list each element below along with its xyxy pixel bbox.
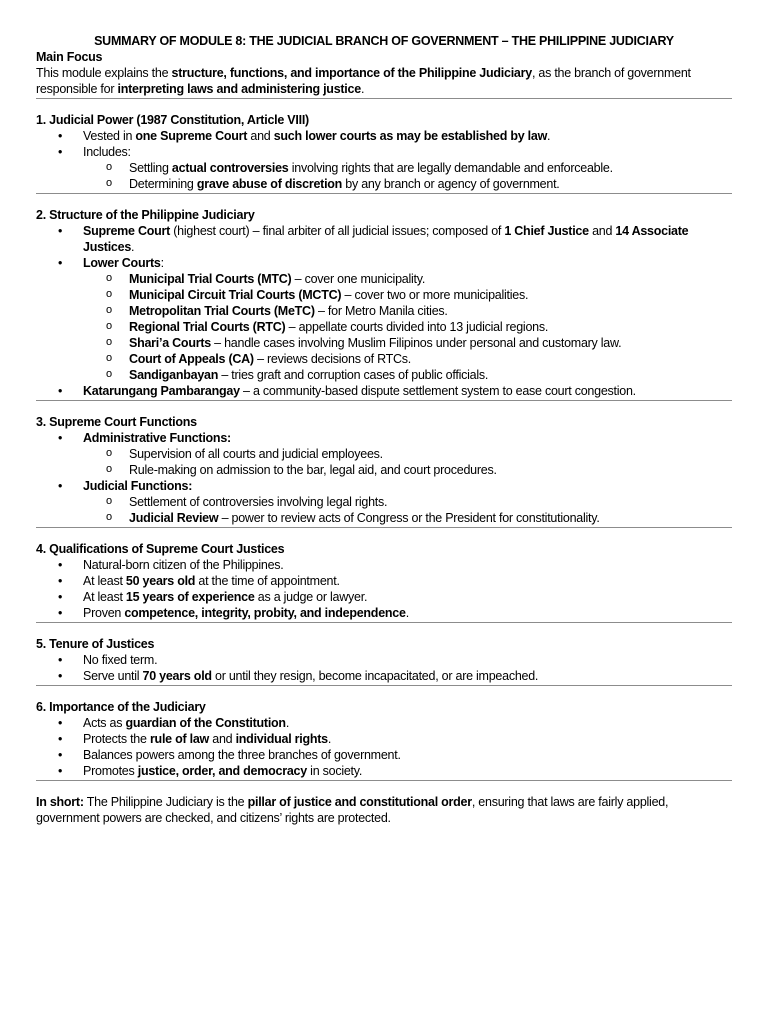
- section-divider: [36, 527, 732, 528]
- bullet-item: [36, 223, 732, 255]
- sub-bullet-list: [36, 271, 732, 383]
- bullet-list: [36, 715, 732, 779]
- bullet-item: [36, 715, 732, 731]
- sub-bullet-item: [36, 271, 732, 287]
- section-divider: [36, 622, 732, 623]
- bullet-list: [36, 652, 732, 684]
- text-run: and: [588, 224, 616, 238]
- text-run: – cover two or more municipalities.: [341, 288, 529, 302]
- text-run: At least: [83, 574, 126, 588]
- sub-bullet-item: [36, 287, 732, 303]
- bold-text: Administrative Functions:: [83, 431, 231, 445]
- text-run: – a community-based dispute settlement system to ease court congestion.: [239, 384, 636, 398]
- text-run: Proven: [83, 606, 125, 620]
- text-run: Serve until: [83, 669, 143, 683]
- text-run: Balances powers among the three branches of government.: [83, 748, 401, 762]
- sub-bullet-item: [36, 160, 732, 176]
- sections-container: [36, 112, 732, 781]
- bold-text: Court of Appeals (CA): [129, 352, 254, 366]
- sub-bullet-item: [36, 494, 732, 510]
- bullet-text: [83, 430, 732, 446]
- section-heading: 6. Importance of the Judiciary: [36, 700, 206, 714]
- text-run: or until they resign, become incapacitated, or are impeached.: [211, 669, 539, 683]
- sub-bullet-item: [36, 367, 732, 383]
- bold-text: Metropolitan Trial Courts (MeTC): [129, 304, 315, 318]
- text-run: , ensuring that laws are fairly applied, government powers are checked, and citizens’ rights are protected.: [36, 795, 669, 825]
- bullet-item: [36, 478, 732, 526]
- bold-text: individual rights: [235, 732, 328, 746]
- bold-text: Municipal Trial Courts (MTC): [129, 272, 292, 286]
- bullet-text: [83, 223, 732, 255]
- section-divider: [36, 400, 732, 401]
- bullet-text: [83, 747, 732, 763]
- bullet-text: [83, 763, 732, 779]
- bold-text: justice, order, and democracy: [137, 764, 307, 778]
- section-divider: [36, 193, 732, 194]
- text-run: by any branch or agency of government.: [342, 177, 560, 191]
- text-run: and: [247, 129, 274, 143]
- bullet-text: [83, 589, 732, 605]
- text-run: Settlement of controversies involving legal rights.: [129, 495, 388, 509]
- text-run: and: [209, 732, 236, 746]
- sub-bullet-item: [36, 176, 732, 192]
- conclusion-paragraph: [36, 794, 732, 826]
- bullet-item: [36, 255, 732, 383]
- bold-text: Municipal Circuit Trial Courts (MCTC): [129, 288, 342, 302]
- text-run: Includes:: [83, 145, 131, 159]
- bullet-item: [36, 652, 732, 668]
- bullet-text: [83, 668, 732, 684]
- section-heading: 4. Qualifications of Supreme Court Justices: [36, 542, 285, 556]
- text-run: as a judge or lawyer.: [254, 590, 368, 604]
- bold-text: 15 years of experience: [125, 590, 255, 604]
- bullet-text: [83, 605, 732, 621]
- bold-text: Shari’a Courts: [129, 336, 211, 350]
- sub-bullet-list: [36, 160, 732, 192]
- bullet-text: [83, 557, 732, 573]
- text-run: This module explains the: [36, 66, 172, 80]
- text-run: The Philippine Judiciary is the: [83, 795, 248, 809]
- text-run: Acts as: [83, 716, 126, 730]
- text-run: .: [131, 240, 135, 254]
- bullet-list: [36, 430, 732, 526]
- text-run: – handle cases involving Muslim Filipinos under personal and customary law.: [210, 336, 622, 350]
- text-run: – power to review acts of Congress or the President for constitutionality.: [218, 511, 600, 525]
- text-run: , as the branch of government responsible for: [36, 66, 691, 96]
- bold-text: 50 years old: [125, 574, 196, 588]
- text-run: No fixed term.: [83, 653, 158, 667]
- bullet-item: [36, 128, 732, 144]
- text-run: Protects the: [83, 732, 150, 746]
- text-run: .: [547, 129, 551, 143]
- section-heading: 2. Structure of the Philippine Judiciary: [36, 208, 255, 222]
- bold-text: rule of law: [149, 732, 210, 746]
- sub-bullet-item: [36, 303, 732, 319]
- bullet-text: [83, 478, 732, 494]
- document-content: [36, 33, 732, 826]
- sub-bullet-list: [36, 494, 732, 526]
- text-run: Determining: [129, 177, 197, 191]
- sub-bullet-item: [36, 510, 732, 526]
- bullet-item: [36, 731, 732, 747]
- bullet-text: [83, 715, 732, 731]
- text-run: Natural-born citizen of the Philippines.: [83, 558, 284, 572]
- text-run: Promotes: [83, 764, 138, 778]
- sub-bullet-item: [36, 446, 732, 462]
- bullet-text: [83, 652, 732, 668]
- sub-bullet-item: [36, 351, 732, 367]
- sub-bullet-item: [36, 319, 732, 335]
- bullet-text: [83, 573, 732, 589]
- text-run: Vested in: [83, 129, 136, 143]
- text-run: .: [405, 606, 409, 620]
- section-divider: [36, 685, 732, 686]
- bullet-item: [36, 144, 732, 192]
- bullet-text: [83, 731, 732, 747]
- bold-text: Lower Courts: [83, 256, 161, 270]
- bold-text: 14 Associate Justices: [83, 224, 689, 254]
- bold-text: Judicial Review: [129, 511, 219, 525]
- section-divider: [36, 780, 732, 781]
- bold-text: Katarungang Pambarangay: [83, 384, 240, 398]
- text-run: Supervision of all courts and judicial employees.: [129, 447, 383, 461]
- text-run: – appellate courts divided into 13 judicial regions.: [285, 320, 549, 334]
- bullet-list: [36, 128, 732, 192]
- bold-text: structure, functions, and importance of the Philippine Judiciary: [171, 66, 532, 80]
- bold-text: such lower courts as may be established by law: [273, 129, 548, 143]
- bold-text: interpreting laws and administering justice: [117, 82, 361, 96]
- text-run: .: [360, 82, 365, 96]
- section-heading: 3. Supreme Court Functions: [36, 415, 197, 429]
- bullet-list: [36, 557, 732, 621]
- bold-text: 70 years old: [142, 669, 212, 683]
- bullet-item: [36, 573, 732, 589]
- bold-text: Sandiganbayan: [129, 368, 219, 382]
- bold-text: one Supreme Court: [135, 129, 248, 143]
- bold-text: Regional Trial Courts (RTC): [129, 320, 286, 334]
- bold-text: 1 Chief Justice: [504, 224, 589, 238]
- section-divider: [36, 98, 732, 99]
- text-run: Settling: [129, 161, 172, 175]
- bold-text: pillar of justice and constitutional order: [247, 795, 472, 809]
- intro-paragraph: [36, 65, 732, 97]
- bullet-item: [36, 383, 732, 399]
- document-title: SUMMARY OF MODULE 8: THE JUDICIAL BRANCH OF GOVERNMENT – THE PHILIPPINE JUDICIARY: [94, 34, 674, 48]
- bullet-text: [83, 383, 732, 399]
- section-heading: 1. Judicial Power (1987 Constitution, Article VIII): [36, 113, 309, 127]
- text-run: At least: [83, 590, 126, 604]
- bullet-item: [36, 589, 732, 605]
- bold-text: Supreme Court: [83, 224, 171, 238]
- bullet-text: [83, 144, 732, 160]
- bullet-text: [83, 128, 732, 144]
- bullet-item: [36, 430, 732, 478]
- text-run: – reviews decisions of RTCs.: [253, 352, 412, 366]
- text-run: Rule-making on admission to the bar, legal aid, and court procedures.: [129, 463, 497, 477]
- bullet-item: [36, 557, 732, 573]
- text-run: in society.: [306, 764, 363, 778]
- intro-heading: Main Focus: [36, 50, 103, 64]
- bold-text: actual controversies: [171, 161, 289, 175]
- text-run: :: [160, 256, 164, 270]
- bold-text: competence, integrity, probity, and independence: [124, 606, 406, 620]
- bullet-item: [36, 668, 732, 684]
- text-run: involving rights that are legally demandable and enforceable.: [288, 161, 613, 175]
- bullet-text: [83, 255, 732, 271]
- bullet-item: [36, 747, 732, 763]
- bold-text: Judicial Functions:: [83, 479, 193, 493]
- text-run: – for Metro Manila cities.: [314, 304, 448, 318]
- sub-bullet-item: [36, 462, 732, 478]
- text-run: (highest court) – final arbiter of all judicial issues; composed of: [170, 224, 505, 238]
- bullet-item: [36, 605, 732, 621]
- bold-text: In short:: [36, 795, 84, 809]
- bold-text: guardian of the Constitution: [125, 716, 286, 730]
- bullet-list: [36, 223, 732, 399]
- text-run: .: [327, 732, 332, 746]
- text-run: – cover one municipality.: [291, 272, 426, 286]
- sub-bullet-item: [36, 335, 732, 351]
- section-heading: 5. Tenure of Justices: [36, 637, 155, 651]
- text-run: – tries graft and corruption cases of public officials.: [218, 368, 489, 382]
- text-run: .: [285, 716, 290, 730]
- bold-text: grave abuse of discretion: [196, 177, 343, 191]
- text-run: at the time of appointment.: [195, 574, 340, 588]
- sub-bullet-list: [36, 446, 732, 478]
- bullet-item: [36, 763, 732, 779]
